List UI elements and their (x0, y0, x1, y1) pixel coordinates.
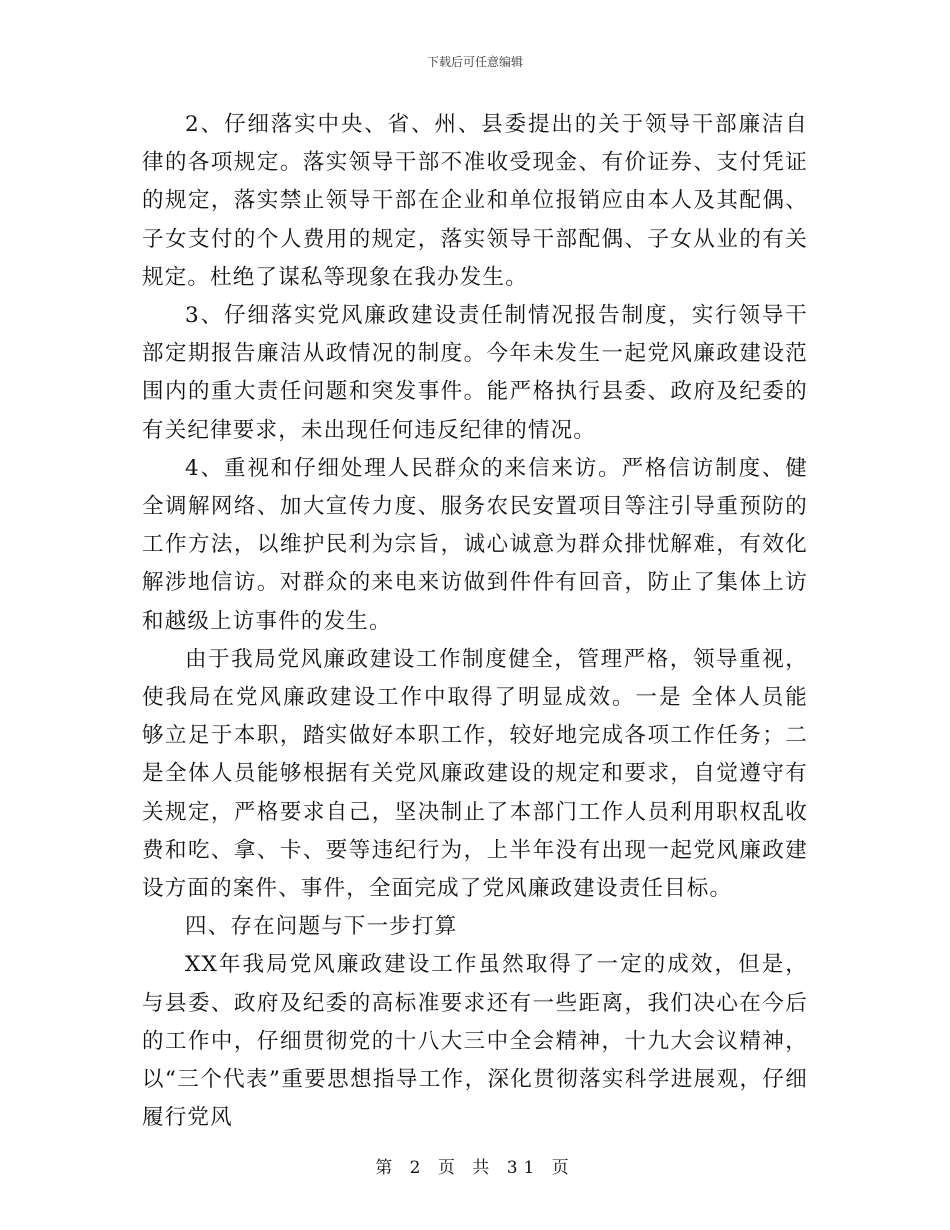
section-heading-problems-plans: 四、存在问题与下一步打算 (185, 914, 458, 940)
paragraph-summary: 由于我局党风廉政建设工作制度健全，管理严格，领导重视，使我局在党风廉政建设工作中取得了明显成效。一是 全体人员能够立足于本职，踏实做好本职工作，较好地完成各项工作任务；二是全体人员能够根据有关党风廉政建设的规定和要求，自觉遵守有关规定，严格要求自己，坚决制止了本部门工作人员利用职权乱收费和吃、拿、卡、要等违纪行为，上半年没有出现一起党风廉政建设方面的案件、事件，全面完成了党风廉政建设责任目标。 (142, 646, 808, 902)
paragraph-item-3: 3、仔细落实党风廉政建设责任制情况报告制度，实行领导干部定期报告廉洁从政情况的制度。今年未发生一起党风廉政建设范围内的重大责任问题和突发事件。能严格执行县委、政府及纪委的有关纪律要求，未出现任何违反纪律的情况。 (142, 303, 808, 443)
paragraph-plans: XX年我局党风廉政建设工作虽然取得了一定的成效，但是，与县委、政府及纪委的高标准要求还有一些距离，我们决心在今后的工作中，仔细贯彻党的十八大三中全会精神，十九大会议精神，以“三个代表”重要思想指导工作，深化贯彻落实科学进展观，仔细履行党风 (142, 952, 808, 1131)
page-header-note: 下载后可任意编辑 (426, 55, 523, 69)
document-body (142, 106, 808, 1137)
page-number: 第 2 页 共 31 页 (375, 1158, 575, 1178)
paragraph-item-4: 4、重视和仔细处理人民群众的来信来访。严格信访制度、健全调解网络、加大宣传力度、服务农民安置项目等注引导重预防的工作方法，以维护民利为宗旨，诚心诚意为群众排忧解难，有效化解涉地信访。对群众的来电来访做到件件有回音，防止了集体上访和越级上访事件的发生。 (142, 455, 808, 634)
paragraph-item-2: 2、仔细落实中央、省、州、县委提出的关于领导干部廉洁自律的各项规定。落实领导干部不准收受现金、有价证券、支付凭证的规定，落实禁止领导干部在企业和单位报销应由本人及其配偶、子女支付的个人费用的规定，落实领导干部配偶、子女从业的有关规定。杜绝了谋私等现象在我办发生。 (142, 112, 808, 290)
